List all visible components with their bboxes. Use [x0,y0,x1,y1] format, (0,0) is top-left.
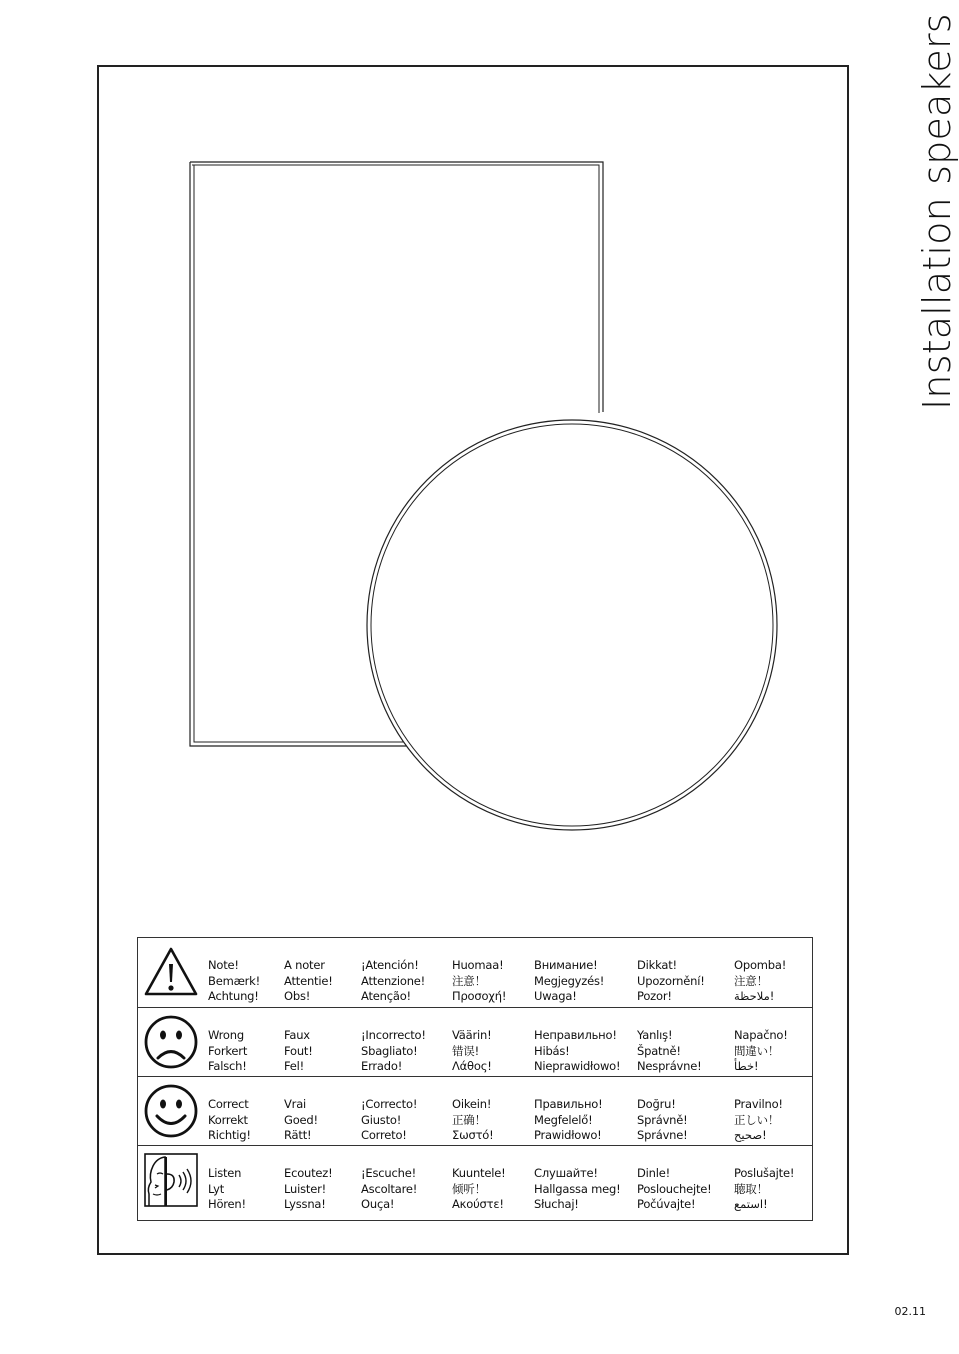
legend-text: Wrong [208,1028,244,1042]
legend-text: Correto! [361,1128,407,1142]
legend-text: Внимание! [534,958,598,972]
legend-text: 正しい！ [734,1112,780,1127]
legend-cell [208,1097,251,1144]
legend-row-listen [138,1145,812,1214]
legend-text: Giusto! [361,1112,402,1127]
legend-text: Poslušajte! [734,1166,795,1180]
legend-text: Napačno! [734,1028,788,1042]
legend-text: 聴取！ [734,1181,768,1196]
legend-text: خطأ! [734,1059,759,1073]
legend-cell [637,1028,702,1075]
legend-row-wrong [138,1007,812,1076]
legend-text: Opomba! [734,958,787,972]
legend-text: Megjegyzés! [534,973,605,988]
legend-text: Note! [208,958,239,972]
legend-cell [452,1028,492,1075]
legend-text: Nieprawidłowo! [534,1059,621,1073]
legend-cell [452,958,506,1005]
legend-text: Yanlış! [637,1028,673,1042]
legend-text: Слушайте! [534,1166,598,1180]
legend-cell [361,958,425,1005]
legend-cell [361,1166,417,1213]
legend-text: 错误! [452,1043,480,1058]
legend-text: Dinle! [637,1166,671,1180]
legend-cell [637,958,705,1005]
legend-text: A noter [284,958,325,972]
legend-text: Pozor! [637,989,672,1003]
legend-text: Špatně! [637,1043,681,1058]
legend-text: Lyt [208,1181,225,1196]
legend-text: Προσοχή! [452,989,507,1003]
legend-cell [734,1166,794,1213]
legend-text: Pravilno! [734,1097,783,1111]
legend-text: Uwaga! [534,989,577,1003]
speaker-panel-outline [190,162,603,412]
legend-text: ¡Atención! [361,958,419,972]
legend-text: Nesprávne! [637,1059,702,1073]
legend-text: Ακούστε! [452,1197,504,1211]
legend-text: Počúvajte! [637,1197,696,1211]
legend-text: ملاحظة! [734,989,775,1003]
legend-cell [734,1028,788,1075]
speaker-illustration [185,155,785,840]
legend-text: Sbagliato! [361,1043,418,1058]
legend-text: Fout! [284,1043,313,1058]
legend-cell [284,1097,318,1144]
legend-text: Faux [284,1028,310,1042]
legend-text: Ascoltare! [361,1181,418,1196]
sad-face-icon [143,1014,199,1070]
legend-text: Attentie! [284,973,333,988]
legend-text: Richtig! [208,1128,251,1142]
legend-cell [284,1028,313,1075]
legend-text: 注意！ [734,973,768,988]
legend-text: Falsch! [208,1059,247,1073]
legend-cell [637,1097,688,1144]
warning-triangle-icon [143,944,199,1000]
legend-text: Hallgassa meg! [534,1181,621,1196]
legend-cell [284,1166,333,1213]
legend-text: Dikkat! [637,958,677,972]
legend-text: Väärin! [452,1028,492,1042]
legend-text: ¡Correcto! [361,1097,418,1111]
legend-text: Rätt! [284,1128,312,1142]
legend-text: صحيح! [734,1128,767,1142]
legend-text: Ouça! [361,1197,395,1211]
legend-text: Achtung! [208,989,259,1003]
legend-cell [452,1097,494,1144]
legend-text: Upozornění! [637,973,705,988]
legend-cell [637,1166,712,1213]
legend-text: 注意！ [452,973,486,988]
legend-text: ¡Escuche! [361,1166,416,1180]
legend-text: Správně! [637,1112,688,1127]
legend-cell [534,1166,621,1213]
legend-text: Luister! [284,1181,327,1196]
legend-text: Hören! [208,1197,246,1211]
legend-text: Vrai [284,1097,307,1111]
legend-text: Megfelelő! [534,1112,593,1127]
legend-text: Правильно! [534,1097,603,1111]
legend-cell [361,1097,417,1144]
legend-text: استمع! [734,1197,768,1211]
legend-text: 正确！ [452,1112,486,1127]
smiley-face-icon [143,1083,199,1139]
legend-text: Λάθος! [452,1059,492,1073]
round-speaker-outline [367,420,777,830]
legend-text: Atenção! [361,989,411,1003]
legend-text: Doğru! [637,1097,676,1111]
legend-text: 倾听！ [452,1181,486,1196]
legend-cell [208,1166,246,1213]
legend-cell [208,958,260,1005]
legend-text: Errado! [361,1059,403,1073]
legend-text: Poslouchejte! [637,1181,712,1196]
legend-text: Správne! [637,1128,688,1142]
legend-cell [284,958,333,1005]
legend-text: 間違い！ [734,1043,780,1058]
legend-text: Słuchaj! [534,1197,579,1211]
page-number: 02.11 [894,1305,926,1318]
legend-text: Kuuntele! [452,1166,506,1180]
legend-row-correct [138,1076,812,1145]
legend-text: Oikein! [452,1097,492,1111]
legend-text: Korrekt [208,1112,248,1127]
legend-text: Fel! [284,1059,305,1073]
legend-cell [734,958,786,1005]
legend-cell [208,1028,247,1075]
legend-cell [534,1097,603,1144]
legend-cell [361,1028,426,1075]
legend-cell [452,1166,506,1213]
legend-text: Lyssna! [284,1197,326,1211]
legend-text: Obs! [284,989,311,1003]
legend-text: Bemærk! [208,973,261,988]
legend-text: Ecoutez! [284,1166,333,1180]
legend-text: Неправильно! [534,1028,617,1042]
legend-cell [534,958,604,1005]
legend-text: Huomaa! [452,958,504,972]
page-title: Installation speakers [915,13,959,410]
page-title-vertical [860,13,959,420]
legend-text: Forkert [208,1043,248,1058]
listening-ear-icon [143,1152,199,1208]
legend-row-note [138,938,812,1006]
legend-text: Goed! [284,1112,318,1127]
legend-text: Attenzione! [361,973,426,988]
legend-text: Listen [208,1166,242,1180]
legend-cell [534,1028,620,1075]
legend-cell [734,1097,783,1144]
legend-text: Prawidłowo! [534,1128,602,1142]
legend-text: ¡Incorrecto! [361,1028,426,1042]
legend-text: Correct [208,1097,249,1111]
legend-text: Hibás! [534,1043,570,1058]
symbol-legend [137,937,813,1221]
legend-text: Σωστό! [452,1128,494,1142]
